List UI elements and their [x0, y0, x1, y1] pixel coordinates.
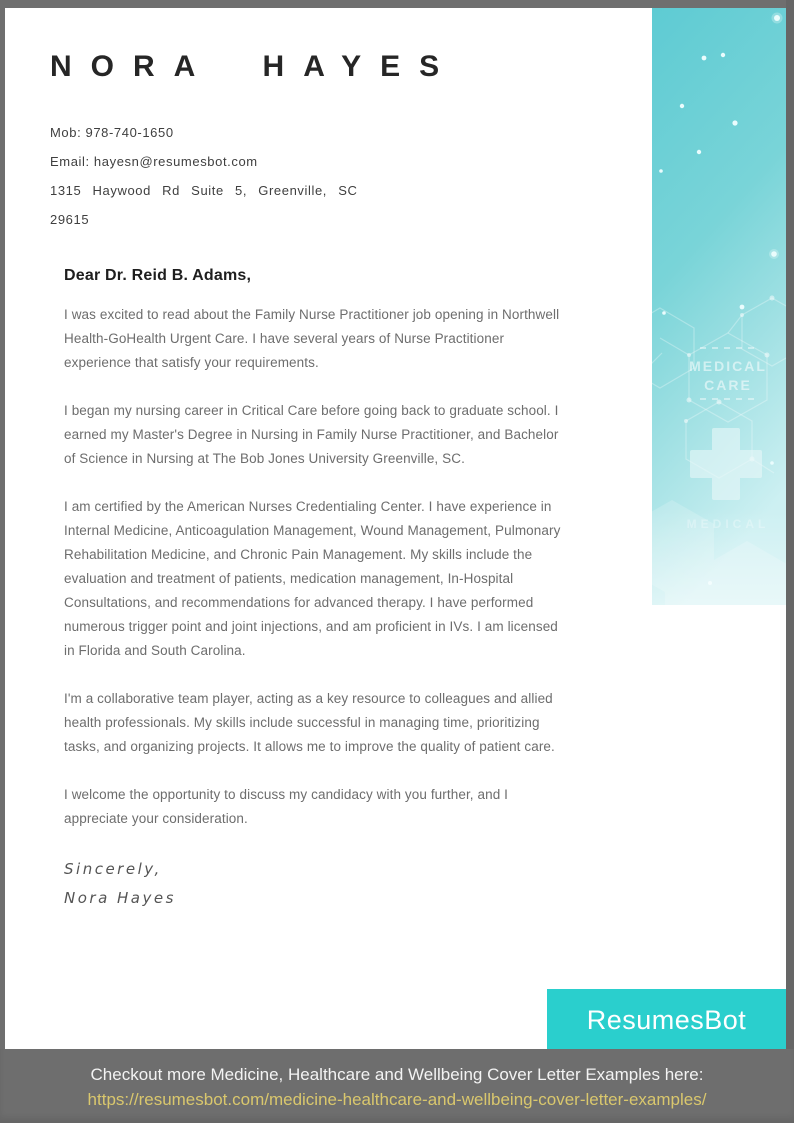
- letter-body: [64, 266, 564, 913]
- footer-link[interactable]: https://resumesbot.com/medicine-healthcare-and-wellbeing-cover-letter-examples/: [87, 1090, 707, 1109]
- page-frame-left: [0, 0, 5, 1123]
- letter-paragraph-1: I was excited to read about the Family Nurse Practitioner job opening in Northwell Health-GoHealth Urgent Care. I have several years of Nurse Practitioner experience that satisfy your requirements.: [64, 307, 560, 370]
- medical-sidebar-banner: [652, 8, 786, 605]
- letter-paragraph-4: I'm a collaborative team player, acting as a key resource to colleagues and allied health professionals. My skills include successful in managing time, prioritizing tasks, and organizing projects. It allows me to improve the quality of patient care.: [64, 691, 555, 754]
- letter-signature: Nora Hayes: [64, 889, 176, 907]
- svg-text:MEDICAL: MEDICAL: [689, 358, 767, 374]
- footer-bar: [0, 1049, 794, 1123]
- letter-closing: Sincerely,: [64, 860, 162, 878]
- letter-paragraph-5: I welcome the opportunity to discuss my candidacy with you further, and I appreciate your consideration.: [64, 787, 509, 826]
- contact-address-line1: 1315 Haywood Rd Suite 5, Greenville, SC: [50, 183, 358, 198]
- letter-paragraph-2: I began my nursing career in Critical Care before going back to graduate school. I earned my Master's Degree in Nursing in Family Nurse Practitioner, and Bachelor of Science in Nursing at The Bob Jones University Greenville, SC.: [64, 403, 559, 466]
- contact-mobile: Mob: 978-740-1650: [50, 125, 174, 140]
- page-frame-top: [0, 0, 794, 8]
- resumesbot-logo-text: ResumesBot: [586, 1004, 747, 1035]
- svg-text:CARE: CARE: [704, 377, 752, 393]
- resumesbot-logo-box[interactable]: [547, 989, 786, 1051]
- letter-paragraph-3: I am certified by the American Nurses Credentialing Center. I have experience in Internal Medicine, Anticoagulation Management, Wound Management, Pulmonary Rehabilitation Medicine, and Chronic Pain Management. My skills include the evaluation and treatment of patients, medication management, In-Hospital Consultations, and recommendations for advanced therapy. I have performed numerous trigger point and joint injections, and am proficient in IVs. I am licensed in Florida and South Carolina.: [64, 499, 561, 658]
- page-frame-right: [786, 0, 794, 1123]
- contact-info: [50, 118, 357, 234]
- contact-email: Email: hayesn@resumesbot.com: [50, 154, 258, 169]
- banner-bottom-fade: [652, 508, 786, 605]
- contact-address-line2: 29615: [50, 212, 90, 227]
- applicant-name-title: NORA HAYES: [50, 50, 459, 83]
- footer-text: Checkout more Medicine, Healthcare and Wellbeing Cover Letter Examples here:: [90, 1065, 704, 1084]
- letter-salutation: Dear Dr. Reid B. Adams,: [64, 267, 252, 284]
